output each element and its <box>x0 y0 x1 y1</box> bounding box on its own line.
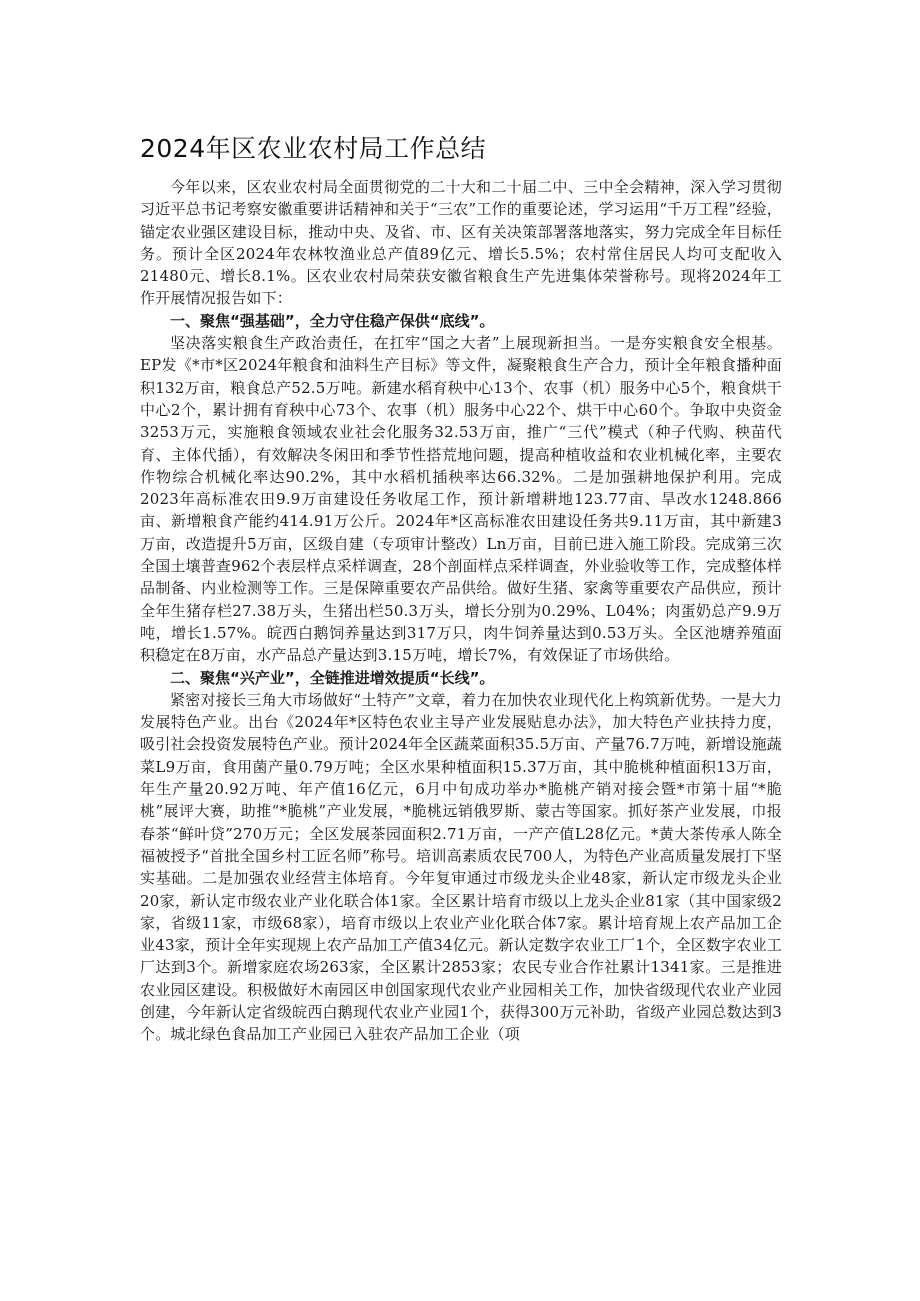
document-title: 2024年区农业农村局工作总结 <box>140 134 487 163</box>
intro-paragraph: 今年以来，区农业农村局全面贯彻党的二十大和二十届二中、三中全会精神，深入学习贯彻习近平总书记考察安徽重要讲话精神和关于“三农”工作的重要论述，学习运用“千万工程”经验，锚定农业强区建设目标，推动中央、及省、市、区有关决策部署落地落实，努力完成全年目标任务。预计全区2024年农林牧渔业总产值89亿元、增长5.5%；农村常住居民人均可支配收入21480元、增长8.1%。区农业农村局荣获安徽省粮食生产先进集体荣誉称号。现将2024年工作开展情况报告如下： <box>140 178 782 308</box>
section-2-heading: 二、聚焦“兴产业”，全链推进增效提质“长线”。 <box>170 668 495 687</box>
section-1-paragraph: 坚决落实粮食生产政治责任，在扛牢“国之大者”上展现新担当。一是夯实粮食安全根基。EP发《*市*区2024年粮食和油料生产目标》等文件，凝聚粮食生产合力，预计全年粮食播种面积132万亩，粮食总产52.5万吨。新建水稻育秧中心13个、农事（机）服务中心5个，粮食烘干中心2个，累计拥有育秧中心73个、农事（机）服务中心22个、烘干中心60个。争取中央资金3253万元，实施粮食领域农业社会化服务32.53万亩，推广“三代”模式（种子代购、秧苗代育、主体代插），有效解决冬闲田和季节性搭荒地问题，提高种植收益和农业机械化率，主要农作物综合机械化率达90.2%，其中水稻机插秧率达66.32%。二是加强耕地保护利用。完成2023年高标准农田9.9万亩建设任务收尾工作，预计新增耕地123.77亩、旱改水1248.866亩、新增粮食产能约414.91万公斤。2024年*区高标准农田建设任务共9.11万亩，其中新建3万亩，改造提升5万亩，区级自建（专项审计整改）Ln万亩，目前已进入施工阶段。完成第三次全国土壤普查962个表层样点采样调查，28个剖面样点采样调查，外业验收等工作，完成整体样品制备、内业检测等工作。三是保障重要农产品供给。做好生猪、家禽等重要农产品供应，预计全年生猪存栏27.38万头，生猪出栏50.3万头，增长分别为0.29%、L04%；肉蛋奶总产9.9万吨，增长1.57%。皖西白鹅饲养量达到317万只，肉牛饲养量达到0.53万头。全区池塘养殖面积稳定在8万亩，水产品总产量达到3.15万吨，增长7%，有效保证了市场供给。 <box>140 334 782 665</box>
section-1-heading: 一、聚焦“强基础”，全力守住稳产保供“底线”。 <box>170 311 495 330</box>
document-page <box>140 132 782 1046</box>
section-2-paragraph: 紧密对接长三角大市场做好“土特产”文章，着力在加快农业现代化上构筑新优势。一是大力发展特色产业。出台《2024年*区特色农业主导产业发展贴息办法》，加大特色产业扶持力度，吸引社会投资发展特色产业。预计2024年全区蔬菜面积35.5万亩、产量76.7万吨，新增设施蔬菜L9万亩，食用菌产量0.79万吨；全区水果种植面积15.37万亩，其中脆桃种植面积13万亩，年生产量20.92万吨、年产值16亿元，6月中旬成功举办*脆桃产销对接会暨*市第十届“*脆桃”展评大赛，助推“*脆桃”产业发展，*脆桃远销俄罗斯、蒙古等国家。抓好茶产业发展，巾报春茶“鲜叶贷”270万元；全区发展茶园面积2.71万亩，一产产值L28亿元。*黄大茶传承人陈全福被授予“首批全国乡村工匠名师”称号。培训高素质农民700人，为特色产业高质量发展打下坚实基础。二是加强农业经营主体培育。今年复审通过市级龙头企业48家，新认定市级龙头企业20家，新认定市级农业产业化联合体1家。全区累计培育市级以上龙头企业81家（其中国家级2家，省级11家，市级68家），培育市级以上农业产业化联合体7家。累计培育规上农产品加工企业43家，预计全年实现规上农产品加工产值34亿元。新认定数字农业工厂1个，全区数字农业工厂达到3个。新增家庭农场263家，全区累计2853家；农民专业合作社累计1341家。三是推进农业园区建设。积极做好木南园区申创国家现代农业产业园相关工作，加快省级现代农业产业园创建，今年新认定省级皖西白鹅现代农业产业园1个，获得300万元补助，省级产业园总数达到3个。城北绿色食品加工产业园已入驻农产品加工企业（项 <box>140 690 782 1044</box>
